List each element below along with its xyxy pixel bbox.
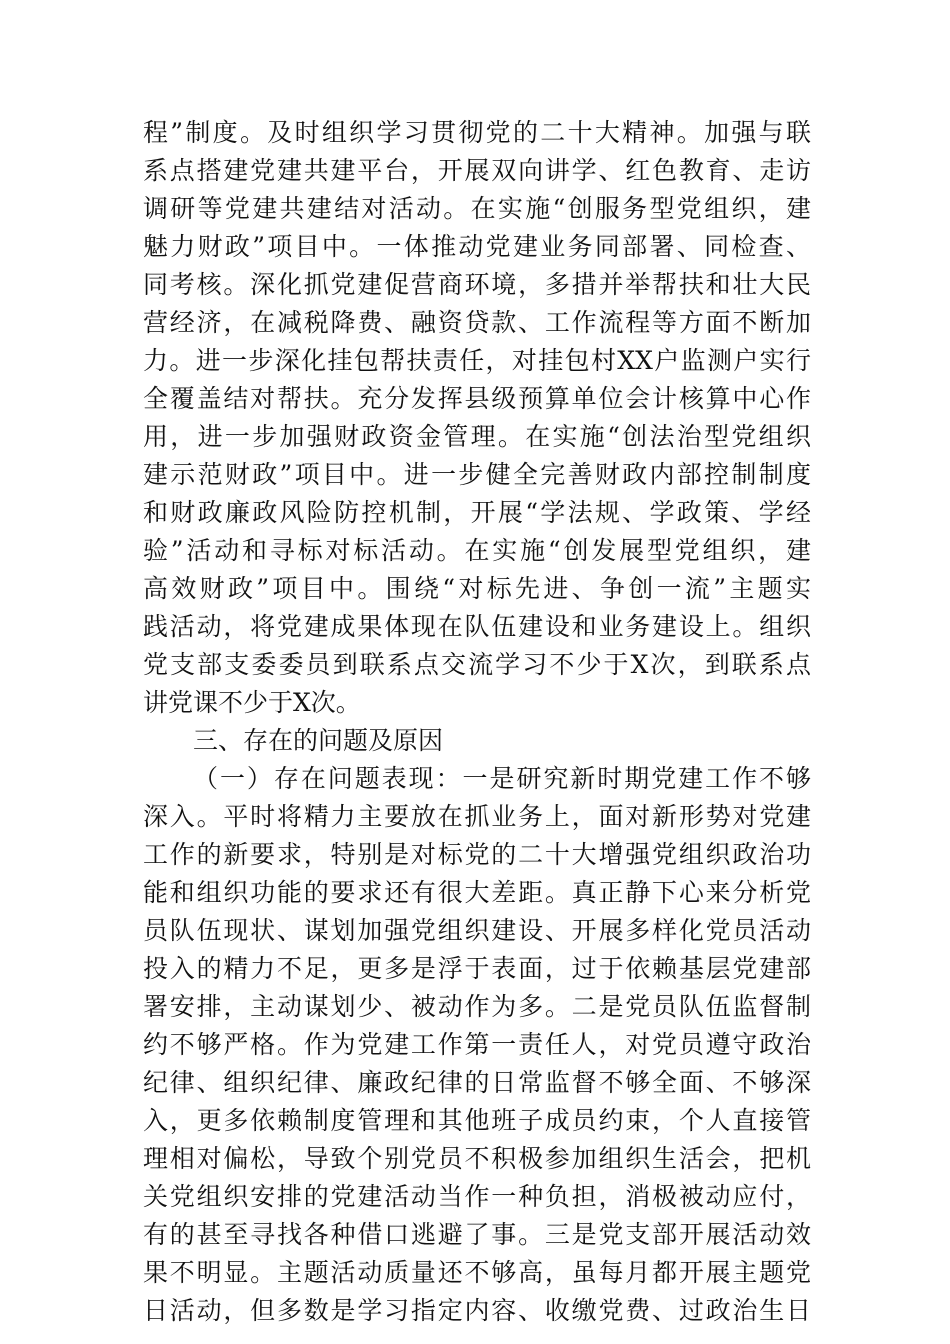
- text-line: 党支部支委委员到联系点交流学习不少于X次，到联系点: [143, 650, 811, 679]
- text-line: 同考核。深化抓党建促营商环境，多措并举帮扶和壮大民: [143, 270, 811, 299]
- text-line: 调研等党建共建结对活动。在实施“创服务型党组织，建: [143, 194, 811, 223]
- text-line: 有的甚至寻找各种借口逃避了事。三是党支部开展活动效: [143, 1220, 811, 1249]
- text-line: 魅力财政”项目中。一体推动党建业务同部署、同检查、: [143, 232, 811, 261]
- text-line: 全覆盖结对帮扶。充分发挥县级预算单位会计核算中心作: [143, 384, 811, 413]
- text-line: 能和组织功能的要求还有很大差距。真正静下心来分析党: [143, 878, 811, 907]
- text-line: 用，进一步加强财政资金管理。在实施“创法治型党组织: [143, 422, 811, 451]
- text-line: 日活动，但多数是学习指定内容、收缴党费、过政治生日: [143, 1296, 811, 1325]
- text-line: 纪律、组织纪律、廉政纪律的日常监督不够全面、不够深: [143, 1068, 811, 1097]
- document-body: [143, 114, 811, 1330]
- text-line: 建示范财政”项目中。进一步健全完善财政内部控制制度: [143, 460, 811, 489]
- text-line: 员队伍现状、谋划加强党组织建设、开展多样化党员活动: [143, 916, 811, 945]
- text-line: 践活动，将党建成果体现在队伍建设和业务建设上。组织: [143, 612, 811, 641]
- text-line: 果不明显。主题活动质量还不够高，虽每月都开展主题党: [143, 1258, 811, 1287]
- text-line: 和财政廉政风险防控机制，开展“学法规、学政策、学经: [143, 498, 811, 527]
- text-line: 讲党课不少于X次。: [143, 688, 361, 717]
- text-line: 署安排，主动谋划少、被动作为多。二是党员队伍监督制: [143, 992, 811, 1021]
- text-line: 力。进一步深化挂包帮扶责任，对挂包村XX户监测户实行: [143, 346, 811, 375]
- text-line: （一）存在问题表现：一是研究新时期党建工作不够: [193, 764, 811, 793]
- text-line: 入，更多依赖制度管理和其他班子成员约束，个人直接管: [143, 1106, 811, 1135]
- text-line: 验”活动和寻标对标活动。在实施“创发展型党组织，建: [143, 536, 811, 565]
- text-line: 工作的新要求，特别是对标党的二十大增强党组织政治功: [143, 840, 811, 869]
- text-line: 深入。平时将精力主要放在抓业务上，面对新形势对党建: [143, 802, 811, 831]
- text-line: 营经济，在减税降费、融资贷款、工作流程等方面不断加: [143, 308, 811, 337]
- section-heading: 三、存在的问题及原因: [193, 726, 444, 755]
- text-line: 高效财政”项目中。围绕“对标先进、争创一流”主题实: [143, 574, 811, 603]
- text-line: 程”制度。及时组织学习贯彻党的二十大精神。加强与联: [143, 118, 811, 147]
- text-line: 约不够严格。作为党建工作第一责任人，对党员遵守政治: [143, 1030, 811, 1059]
- text-line: 系点搭建党建共建平台，开展双向讲学、红色教育、走访: [143, 156, 811, 185]
- text-line: 理相对偏松，导致个别党员不积极参加组织生活会，把机: [143, 1144, 811, 1173]
- text-line: 关党组织安排的党建活动当作一种负担，消极被动应付，: [143, 1182, 811, 1211]
- text-line: 投入的精力不足，更多是浮于表面，过于依赖基层党建部: [143, 954, 811, 983]
